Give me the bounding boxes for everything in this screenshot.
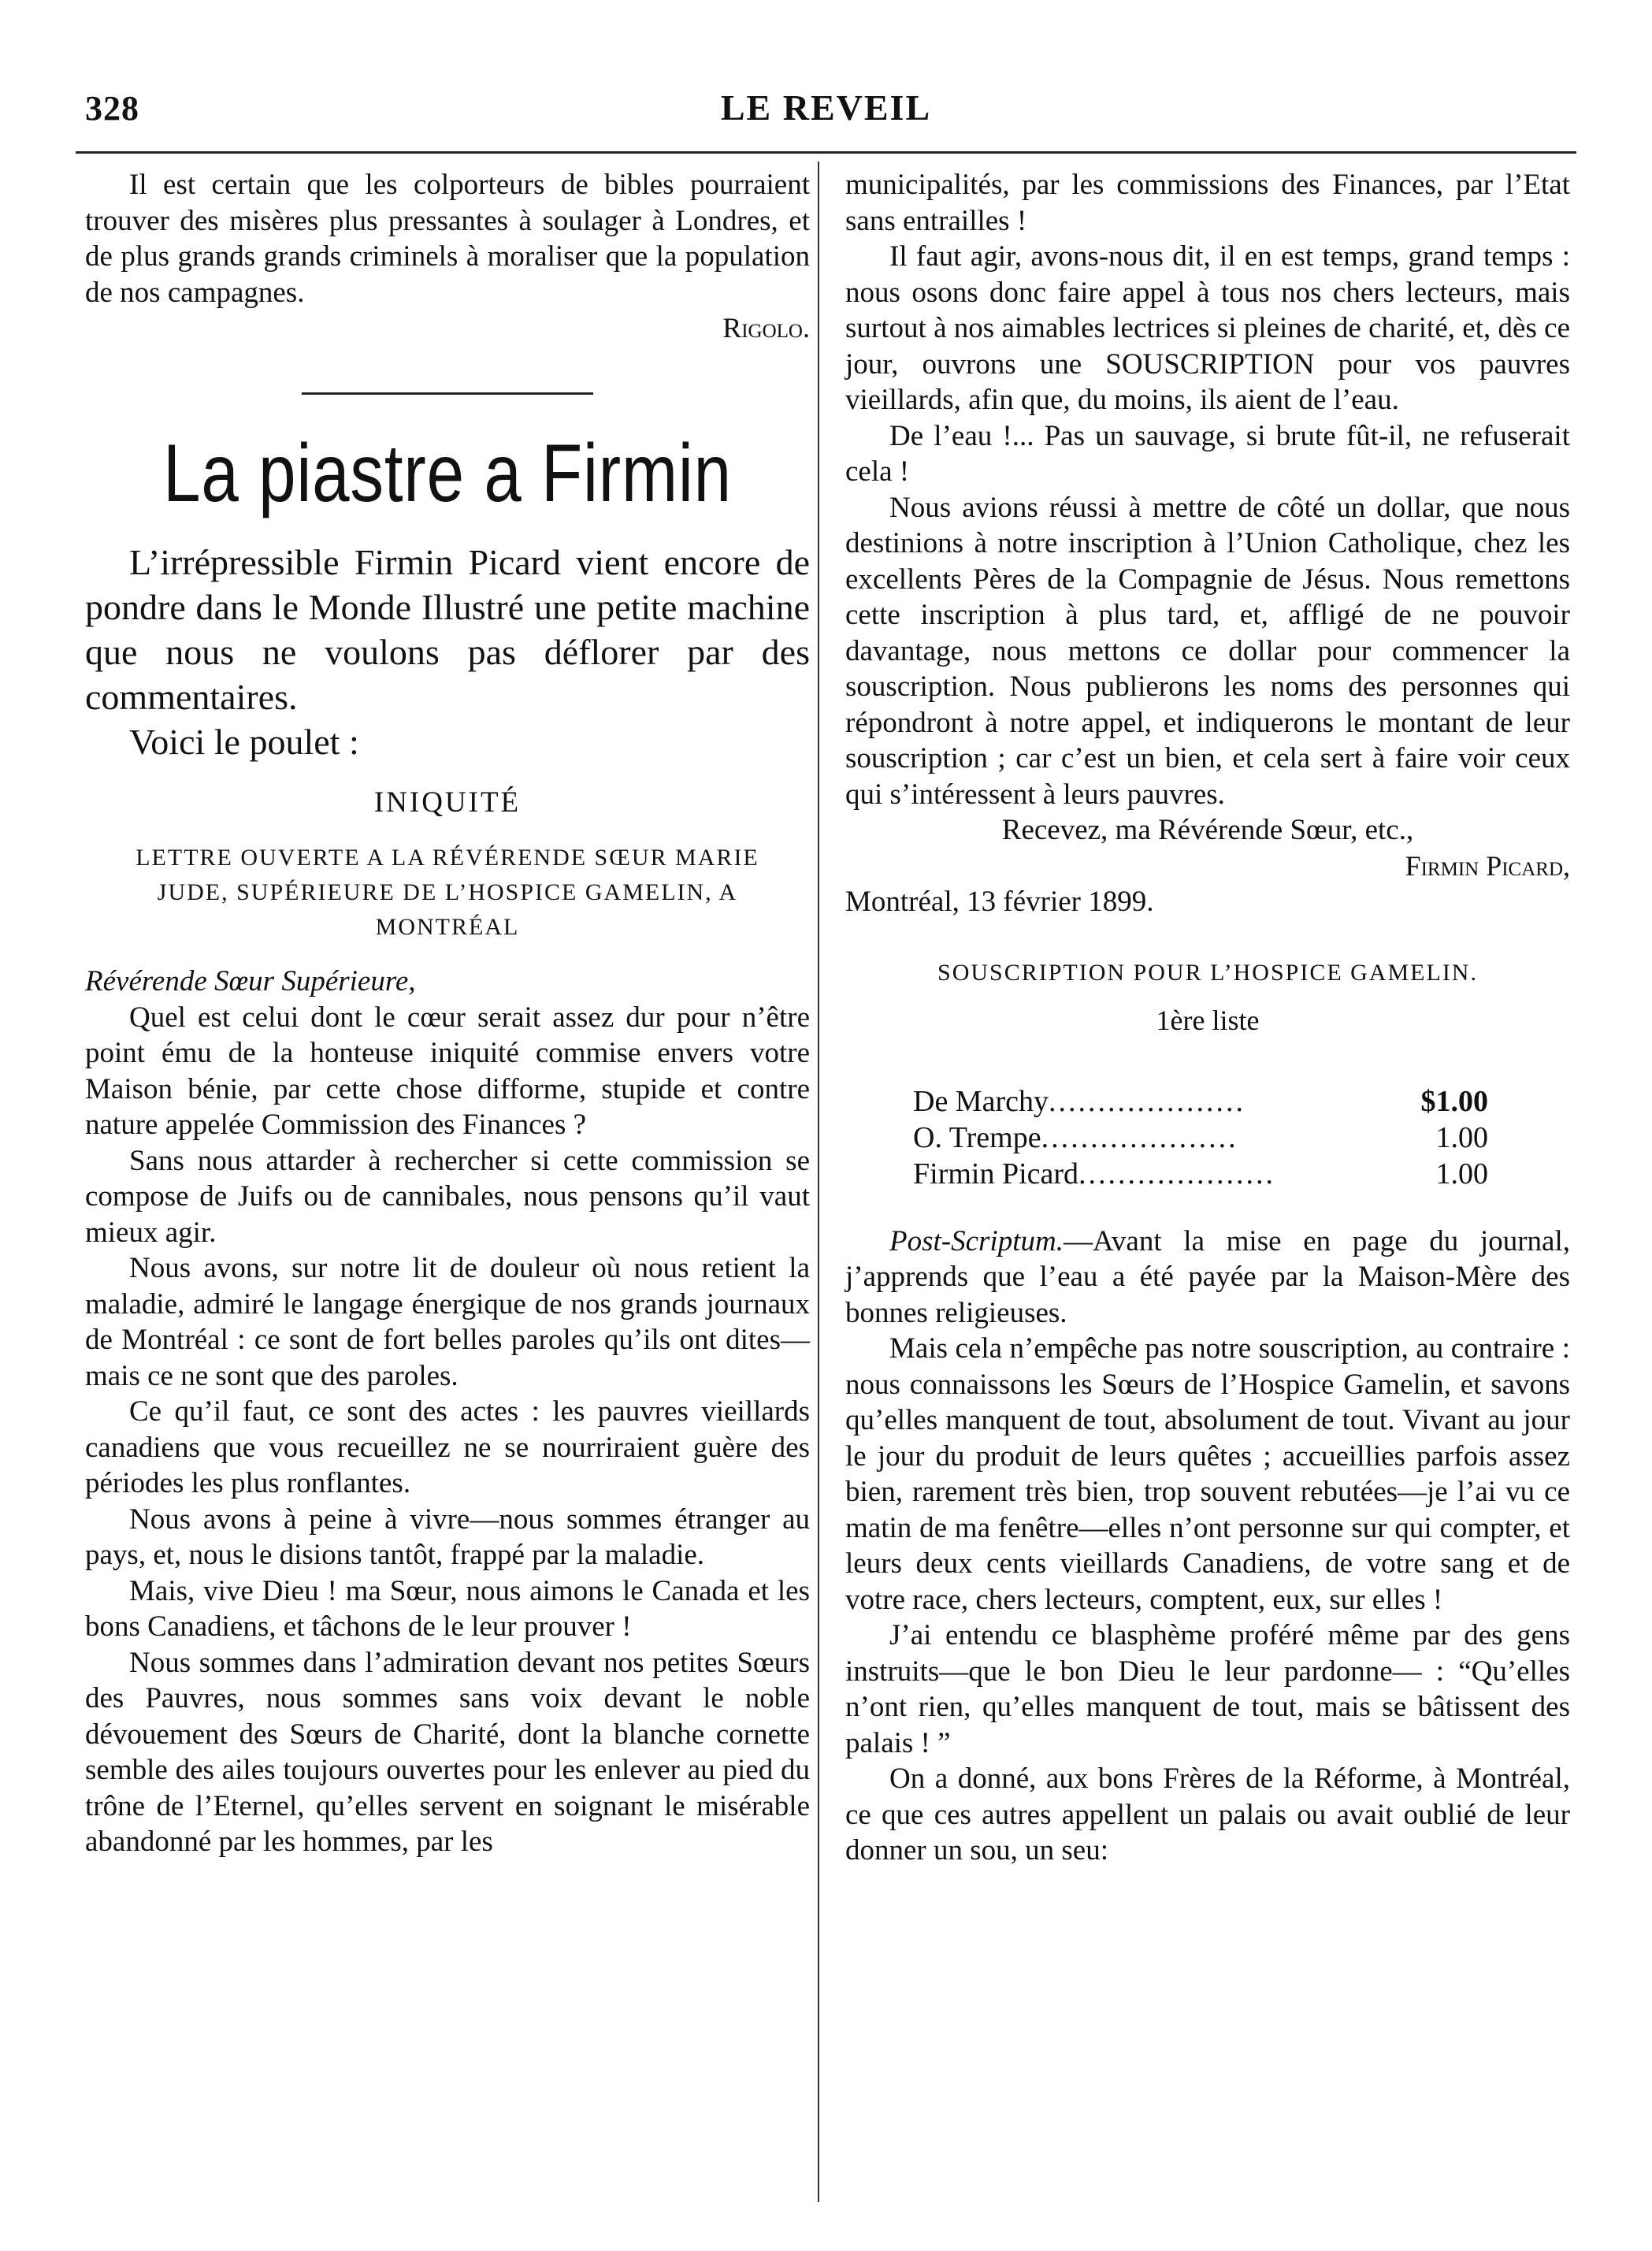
body-paragraph: De l’eau !... Pas un sauvage, si brute fût-il, ne refuserait cela !	[845, 419, 1570, 488]
subscription-amount: 1.00	[1435, 1120, 1488, 1154]
subscriber-name: De Marchy	[913, 1084, 1049, 1118]
postscript-paragraph: J’ai entendu ce blasphème proféré même par des gens instruits—que le bon Dieu le leur pardonne— : “Qu’elles n’ont rien, qu’elles manquent de tout, mais se bâtissent des palais ! ”	[845, 1619, 1570, 1759]
article-title: La piastre a Firmin	[163, 427, 732, 519]
body-paragraph: Ce qu’il faut, ce sont des actes : les pauvres vieillards canadiens que vous recueillez ne se nourriraient guère des périodes les plus ronflantes.	[85, 1395, 810, 1499]
body-paragraph: Mais, vive Dieu ! ma Sœur, nous aimons le Canada et les bons Canadiens, et tâchons de le leur prouver !	[85, 1574, 810, 1643]
letter-dateline: Montréal, 13 février 1899.	[845, 886, 1154, 918]
subscription-row	[913, 1120, 1488, 1156]
intro-signature: Rigolo.	[722, 312, 810, 344]
column-divider	[818, 162, 819, 2202]
body-paragraph: Nous avons, sur notre lit de douleur où nous retient la maladie, admiré le langage énergique de nos grands journaux de Montréal : ce sont de fort belles paroles qu’ils ont dites—mais ce ne sont que des paroles.	[85, 1252, 810, 1392]
subscription-row	[913, 1156, 1488, 1192]
running-title: LE REVEIL	[720, 87, 932, 128]
section-rule	[302, 392, 593, 395]
page-number: 328	[85, 89, 139, 128]
letter-closing: Recevez, ma Révérende Sœur, etc.,	[1001, 814, 1414, 846]
heading-iniquite: INIQUITÉ	[373, 786, 522, 819]
lead-paragraph: L’irrépressible Firmin Picard vient encore de pondre dans le Monde Illustré une petite machine que nous ne voulons pas déflorer par des commentaires.	[85, 541, 810, 717]
letter-heading: LETTRE OUVERTE A LA RÉVÉRENDE SŒUR MARIE JUDE, SUPÉRIEURE DE L’HOSPICE GAMELIN, A MONTRÉAL	[136, 845, 759, 940]
subscription-list	[913, 1083, 1488, 1192]
subscription-amount: $1.00	[1420, 1084, 1488, 1118]
article-lead	[85, 540, 810, 764]
postscript-label: Post-Scriptum.	[889, 1224, 1064, 1257]
dot-leader: ....................	[1041, 1120, 1238, 1154]
intro-paragraph: Il est certain que les colporteurs de bibles pourraient trouver des misères plus pressantes à soulager à Londres, et de plus grands grands criminels à moraliser que la population de nos campagnes.	[85, 169, 810, 309]
body-paragraph: Il faut agir, avons-nous dit, il en est temps, grand temps : nous osons donc faire appel à tous nos chers lecteurs, mais surtout à nos aimables lectrices si pleines de charité, et, dès ce jour, ouvrons une SOUSCRIPTION pour vos pauvres vieillards, afin que, du moins, ils aient de l’eau.	[845, 240, 1570, 416]
subscription-list-title: 1ère liste	[1156, 1005, 1260, 1036]
subscription-heading: SOUSCRIPTION POUR L’HOSPICE GAMELIN.	[937, 959, 1478, 986]
body-paragraph: Nous avions réussi à mettre de côté un dollar, que nous destinions à notre inscription à l’Union Catholique, chez les excellents Pères de la Compagnie de Jésus. Nous remettons cette inscription à plus tard, et, affligé de ne pouvoir davantage, nous mettons ce dollar pour commencer la souscription. Nous publierons les noms des personnes qui répondront à notre appel, et indiquerons le montant de leur souscription ; car c’est un bien, et cela sert à faire voir ceux qui s’intéressent à leurs pauvres.	[845, 491, 1570, 811]
dot-leader: ....................	[1048, 1084, 1245, 1118]
right-column	[845, 167, 1570, 1869]
header-rule	[76, 151, 1576, 154]
body-paragraph: Nous avons à peine à vivre—nous sommes étranger au pays, et, nous le disions tantôt, frappé par la maladie.	[85, 1503, 810, 1571]
body-paragraph: municipalités, par les commissions des Finances, par l’Etat sans entrailles !	[845, 169, 1570, 237]
salutation: Révérende Sœur Supérieure,	[85, 965, 416, 997]
postscript-paragraph: On a donné, aux bons Frères de la Réforme, à Montréal, ce que ces autres appellent un palais ou avait oublié de leur donner un sou, un seu:	[845, 1763, 1570, 1867]
postscript-text: —Avant la mise en page du journal, j’apprends que l’eau a été payée par la Maison-Mère des bonnes religieuses.	[845, 1224, 1570, 1329]
letter-signature: Firmin Picard,	[1405, 849, 1570, 882]
left-column	[85, 167, 810, 1860]
lead-paragraph: Voici le poulet :	[129, 721, 359, 762]
dot-leader: ....................	[1078, 1157, 1276, 1191]
body-paragraph: Quel est celui dont le cœur serait assez dur pour n’être point ému de la honteuse iniquité commise envers votre Maison bénie, par cette chose difforme, stupide et contre nature appelée Commission des Finances ?	[85, 1001, 810, 1141]
subscription-amount: 1.00	[1435, 1157, 1488, 1191]
body-paragraph: Nous sommes dans l’admiration devant nos petites Sœurs des Pauvres, nous sommes sans voix devant le noble dévouement des Sœurs de Charité, dont la blanche cornette semble des ailes toujours ouvertes pour les enlever au pied du trône de l’Eternel, qu’elles servent en soignant le misérable abandonné par les hommes, par les	[85, 1646, 810, 1858]
body-paragraph: Sans nous attarder à rechercher si cette commission se compose de Juifs ou de cannibales, nous pensons qu’il vaut mieux agir.	[85, 1144, 810, 1249]
subscriber-name: Firmin Picard	[913, 1157, 1079, 1191]
postscript-paragraph	[845, 1224, 1570, 1332]
subscriber-name: O. Trempe	[913, 1120, 1041, 1154]
subscription-row	[913, 1083, 1488, 1120]
postscript-paragraph: Mais cela n’empêche pas notre souscription, au contraire : nous connaissons les Sœurs de l’Hospice Gamelin, et savons qu’elles manquent de tout, absolument de tout. Vivant au jour le jour du produit de leurs quêtes ; accueillies parfois assez bien, rarement très bien, trop souvent rebutées—je l’ai vu ce matin de ma fenêtre—elles n’ont personne sur qui compter, et leurs deux cents vieillards Canadiens, de votre sang et de votre race, chers lecteurs, comptent, eux, sur elles !	[845, 1332, 1570, 1616]
